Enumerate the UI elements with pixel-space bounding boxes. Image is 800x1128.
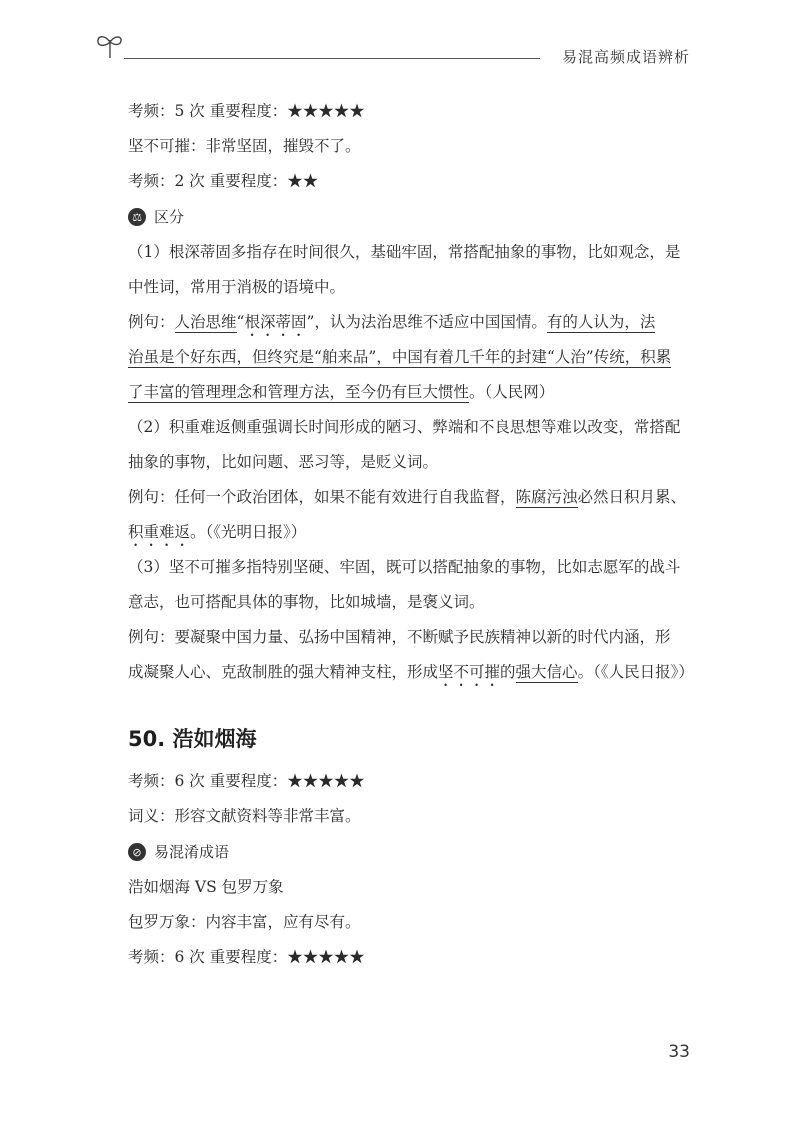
source-citation: 。（《人民日报》） [577, 663, 694, 681]
page-header [0, 0, 800, 80]
text: ”，认为法治思维不适应中国国情。 [306, 313, 547, 331]
paragraph-line: 抽象的事物，比如问题、恶习等，是贬义词。 [128, 453, 439, 471]
frequency-line: 考频：6 次 重要程度：★★★★★ [128, 948, 365, 966]
compare-icon: ⚖ [128, 208, 146, 226]
vs-line: 浩如烟海 VS 包罗万象 [128, 878, 284, 896]
frequency-line: 考频：2 次 重要程度：★★ [128, 172, 319, 190]
paragraph-line: （1）根深蒂固多指存在时间很久，基础牢固，常搭配抽象的事物，比如观念，是 [128, 243, 681, 261]
emphasized-idiom: 根深蒂固 [244, 313, 307, 331]
underlined-text: 强大信心 [515, 663, 578, 681]
definition-line: 包罗万象：内容丰富，应有尽有。 [128, 913, 361, 931]
section-heading-confusable [128, 840, 690, 864]
sprout-icon [94, 30, 126, 60]
example-line [128, 346, 690, 369]
frequency-line: 考频：6 次 重要程度：★★★★★ [128, 772, 365, 790]
page-body [128, 100, 694, 969]
underlined-text: 了丰富的管理理念和管理方法，至今仍有巨大惯性 [128, 383, 470, 401]
text: 例句： [128, 313, 175, 331]
text: 的 [500, 663, 516, 681]
source-citation: 。（人民网） [469, 383, 555, 401]
running-title: 易混高频成语辨析 [561, 48, 690, 66]
underlined-text: 有的人认为，法 [546, 313, 656, 331]
paragraph-line: 中性词，常用于消极的语境中。 [128, 278, 346, 296]
frequency-line: 考频：5 次 重要程度：★★★★★ [128, 102, 365, 120]
example-line: 例句：要凝聚中国力量、弘扬中国精神，不断赋予民族精神以新的时代内涵，形 [128, 628, 671, 646]
page-number: 33 [668, 1042, 690, 1062]
meaning-line: 词义：形容文献资料等非常丰富。 [128, 807, 361, 825]
underlined-text: 治虽是个好东西，但终究是“舶来品”，中国有着几千年的封建“人治”传统，积累 [128, 348, 672, 366]
underlined-text: 人治思维 [174, 313, 237, 331]
header-rule [124, 58, 540, 59]
example-line [128, 311, 690, 334]
section-heading-distinguish [128, 205, 690, 229]
underlined-text: 陈腐污浊 [515, 488, 578, 506]
text: 必然日积月累、 [577, 488, 687, 506]
section-label: 易混淆成语 [154, 842, 230, 861]
paragraph-line: 意志，也可搭配具体的事物，比如城墙，是褒义词。 [128, 593, 485, 611]
source-citation: 。（《光明日报》） [190, 523, 307, 541]
confusable-icon: ⊘ [128, 843, 146, 861]
example-line [128, 486, 690, 509]
emphasized-idiom: 坚不可摧 [438, 663, 501, 681]
emphasized-idiom: 积重难返 [128, 523, 191, 541]
definition-line: 坚不可摧：非常坚固，摧毁不了。 [128, 137, 361, 155]
example-line [128, 521, 690, 544]
section-label: 区分 [154, 207, 185, 226]
paragraph-line: （3）坚不可摧多指特别坚硬、牢固，既可以搭配抽象的事物，比如志愿军的战斗 [128, 558, 681, 576]
example-line [128, 381, 690, 404]
paragraph-line: （2）积重难返侧重强调长时间形成的陋习、弊端和不良思想等难以改变，常搭配 [128, 418, 681, 436]
idiom-title: 50. 浩如烟海 [128, 727, 257, 751]
text: “ [236, 313, 245, 331]
text: 成凝聚人心、克敌制胜的强大精神支柱，形成 [128, 663, 439, 681]
text: 例句：任何一个政治团体，如果不能有效进行自我监督， [128, 488, 516, 506]
example-line [128, 661, 694, 684]
